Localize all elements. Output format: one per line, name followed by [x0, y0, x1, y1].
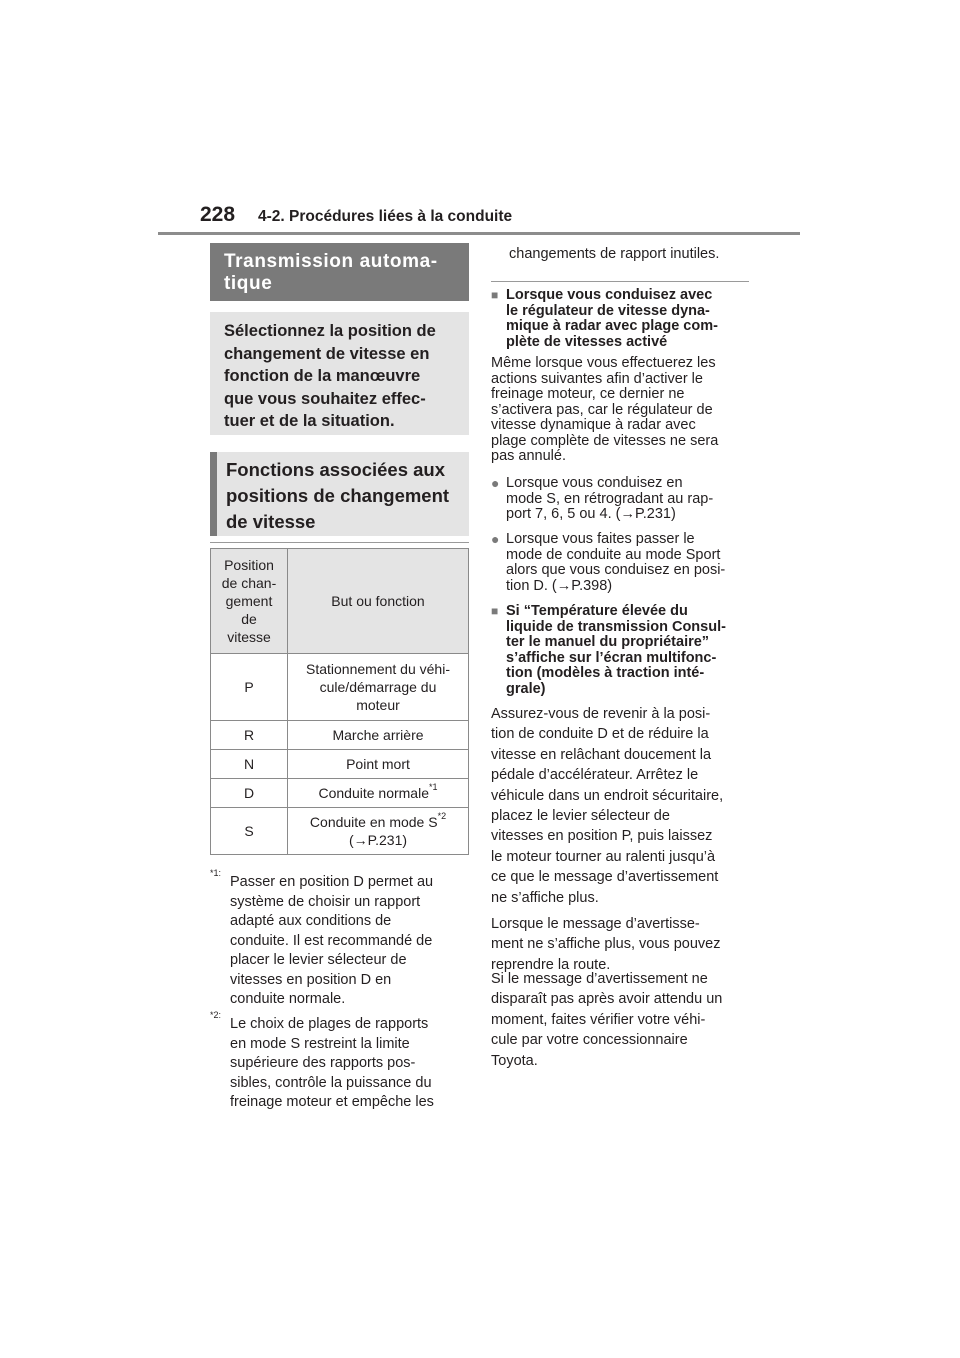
text-line: Assurez-vous de revenir à la posi- — [491, 706, 711, 722]
footnote-text — [230, 873, 470, 1010]
heading-line: s’affiche sur l’écran multifonc- — [506, 649, 717, 666]
function-line: moteur — [356, 697, 400, 713]
function-line: cule/démarrage du — [319, 679, 437, 695]
subsection-heading — [491, 604, 753, 697]
function-line: Stationnement du véhi- — [306, 661, 450, 677]
text-line: cule par votre concessionnaire — [491, 1032, 688, 1049]
footnote-line: Passer en position D permet au — [230, 874, 434, 890]
heading-line: Lorsque vous conduisez avec — [506, 287, 713, 303]
section-title-line: positions de changement — [226, 485, 450, 506]
text-line: placez le levier sélecteur de — [491, 808, 670, 825]
text-line: Si le message d’avertissement ne — [491, 971, 708, 987]
text-line: plage complète de vitesses ne sera — [491, 432, 719, 449]
position-cell: S — [211, 808, 288, 855]
header-function: But ou fonction — [288, 549, 469, 654]
heading-line: Si “Température élevée du — [506, 603, 688, 619]
gear-position-table — [210, 548, 469, 855]
table-row — [211, 779, 469, 808]
text-line: Lorsque vous faites passer le — [506, 531, 695, 547]
footnote-line: Le choix de plages de rapports — [230, 1016, 429, 1032]
text-line: Toyota. — [491, 1052, 538, 1069]
text-line: ment ne s’affiche plus, vous pouvez — [491, 936, 721, 953]
header-divider — [158, 232, 800, 235]
text-line: le moteur tourner au ralenti jusqu’à — [491, 848, 716, 865]
page-reference: (→P.231) — [348, 832, 408, 848]
right-divider — [491, 281, 749, 282]
text-line: pédale d’accélérateur. Arrêtez le — [491, 767, 699, 784]
heading-line: le régulateur de vitesse dyna- — [506, 302, 710, 319]
position-cell: R — [211, 721, 288, 750]
text-line: vitesse dynamique à radar avec — [491, 417, 696, 433]
text-line: Lorsque le message d’avertisse- — [491, 916, 700, 932]
functions-section-title — [210, 452, 469, 536]
position-cell: N — [211, 750, 288, 779]
section-header: 4-2. Procédures liées à la conduite — [258, 208, 513, 225]
paragraph — [491, 969, 753, 1071]
table-row — [211, 808, 469, 855]
section-accent-bar — [210, 452, 217, 536]
square-bullet-icon: ■ — [491, 288, 499, 302]
title-line: tique — [224, 273, 273, 294]
text-line: alors que vous conduisez en posi- — [506, 562, 726, 578]
text-line: tion de conduite D et de réduire la — [491, 726, 709, 743]
text-line: reprendre la route. — [491, 956, 611, 973]
heading-line: plète de vitesses activé — [506, 333, 668, 350]
paragraph — [491, 704, 753, 908]
table-row — [211, 654, 469, 721]
text-line: mode S, en rétrogradant au rap- — [506, 490, 714, 507]
heading-line: ter le manuel du propriétaire” — [506, 634, 710, 650]
text-line: Même lorsque vous effectuerez les — [491, 355, 716, 371]
text-line: actions suivantes afin d’activer le — [491, 370, 703, 387]
function-cell: Marche arrière — [288, 721, 469, 750]
function-cell — [288, 779, 469, 808]
function-cell — [288, 808, 469, 855]
function-text: Conduite en mode S — [309, 814, 438, 830]
header-position — [211, 549, 288, 654]
header-line: de chan- — [221, 575, 277, 591]
footnote-mark-text: *2 — [210, 1010, 219, 1020]
text-line: ne s’affiche plus. — [491, 889, 599, 906]
subsection-heading — [491, 288, 753, 350]
footnote: *1: Passer en position D permet au système de choisir un rapport adapté aux conditions de conduite. Il est recommandé de placer le levier sélecteur de vitesses en position D en conduite normale. — [210, 873, 470, 1010]
title-line: Transmission automa- — [224, 251, 438, 272]
footnote-line: conduite. Il est recommandé de — [230, 932, 433, 949]
footnote-line: vitesses en position D en — [230, 971, 392, 988]
heading-line: liquide de transmission Consul- — [506, 618, 726, 635]
text-line: mode de conduite au mode Sport — [506, 546, 721, 563]
square-bullet-icon: ■ — [491, 604, 499, 618]
section-title-line: Fonctions associées aux — [226, 459, 446, 480]
text-line: tion D. (→P.398) — [506, 577, 613, 594]
footnote-line: en mode S restreint la limite — [230, 1035, 410, 1052]
text-line: freinage moteur, ce dernier ne — [491, 386, 685, 402]
transmission-title-box — [210, 243, 469, 301]
paragraph — [491, 356, 753, 465]
footnote-line: sibles, contrôle la puissance du — [230, 1074, 432, 1091]
function-cell: Point mort — [288, 750, 469, 779]
header-line: gement — [225, 593, 273, 609]
text-line: vitesse en relâchant doucement la — [491, 746, 712, 763]
heading-line: tion (modèles à traction inté- — [506, 665, 705, 681]
footnote-ref: *1 — [429, 782, 438, 793]
text-line: moment, faites vérifier votre véhi- — [491, 1011, 706, 1028]
table-row — [211, 721, 469, 750]
round-bullet-icon: ● — [491, 475, 500, 491]
footnote-line: supérieure des rapports pos- — [230, 1055, 416, 1071]
text-line: ce que le message d’avertissement — [491, 869, 719, 886]
text-line: vitesses en position P, puis laissez — [491, 828, 713, 845]
section-title-line: de vitesse — [226, 511, 316, 532]
header-line: Position — [224, 557, 274, 573]
footnote-line: système de choisir un rapport — [230, 893, 421, 910]
footnote-mark-text: *1 — [210, 868, 219, 878]
round-bullet-icon: ● — [491, 531, 500, 547]
text-line: port 7, 6, 5 ou 4. (→P.231) — [506, 506, 676, 522]
table-header-row — [211, 549, 469, 654]
intro-line: changement de vitesse en — [224, 344, 430, 363]
header-line: vitesse — [227, 629, 271, 645]
header-line: de — [241, 611, 257, 627]
intro-line: Sélectionnez la position de — [224, 322, 436, 340]
list-item — [491, 532, 753, 594]
position-cell: P — [211, 654, 288, 721]
footnote: *2: Le choix de plages de rapports en mode S restreint la limite supérieure des rapports pos- sibles, contrôle la puissance du freinage moteur et empêche les — [210, 1015, 470, 1113]
section-divider — [210, 542, 469, 543]
transmission-intro-box — [210, 312, 469, 435]
text-line: disparaît pas après avoir attendu un — [491, 991, 723, 1008]
position-cell: D — [211, 779, 288, 808]
heading-line: mique à radar avec plage com- — [506, 318, 718, 334]
footnote-line: freinage moteur et empêche les — [230, 1094, 434, 1110]
paragraph — [491, 914, 753, 975]
footnote-ref: *2 — [437, 811, 447, 822]
text-line: véhicule dans un endroit sécuritaire, — [491, 787, 724, 804]
intro-line: fonction de la manœuvre — [224, 367, 421, 385]
continued-text: changements de rapport inutiles. — [509, 246, 720, 262]
text-line: pas annulé. — [491, 448, 566, 464]
function-cell — [288, 654, 469, 721]
page-number: 228 — [200, 203, 236, 226]
text-line: Lorsque vous conduisez en — [506, 475, 683, 491]
footnote-text — [230, 1015, 470, 1113]
text-line: s’activera pas, car le régulateur de — [491, 401, 713, 418]
function-text: Conduite normale — [318, 785, 429, 801]
footnote-line: adapté aux conditions de — [230, 913, 392, 929]
list-item — [491, 476, 753, 523]
intro-line: que vous souhaitez effec- — [224, 389, 426, 408]
intro-line: tuer et de la situation. — [224, 412, 395, 430]
footnote-line: conduite normale. — [230, 991, 346, 1007]
heading-line: grale) — [506, 680, 546, 697]
footnote-line: placer le levier sélecteur de — [230, 952, 407, 968]
table-row — [211, 750, 469, 779]
